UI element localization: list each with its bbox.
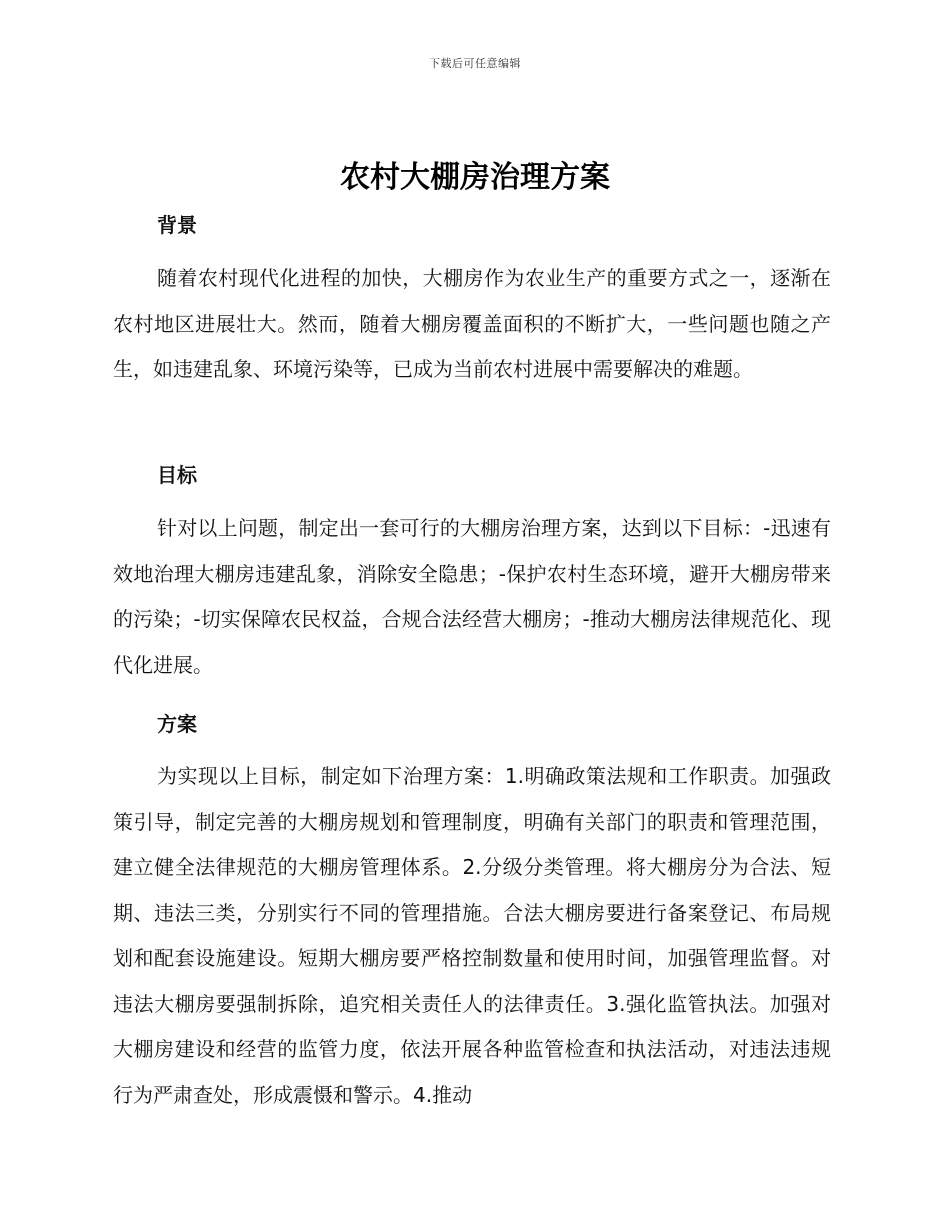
header-note: 下载后可任意编辑	[429, 57, 521, 70]
section-heading-plan: 方案	[157, 712, 197, 736]
document-title: 农村大棚房治理方案	[340, 160, 610, 195]
section-heading-background: 背景	[157, 213, 197, 237]
section-body-background: 随着农村现代化进程的加快，大棚房作为农业生产的重要方式之一，逐渐在农村地区进展壮大。然而，随着大棚房覆盖面积的不断扩大，一些问题也随之产生，如违建乱象、环境污染等，已成为当前农村进展中需要解决的难题。	[113, 266, 831, 381]
section-body-plan: 为实现以上目标，制定如下治理方案：1.明确政策法规和工作职责。加强政策引导，制定完善的大棚房规划和管理制度，明确有关部门的职责和管理范围，建立健全法律规范的大棚房管理体系。2.分级分类管理。将大棚房分为合法、短期、违法三类，分别实行不同的管理措施。合法大棚房要进行备案登记、布局规划和配套设施建设。短期大棚房要严格控制数量和使用时间，加强管理监督。对违法大棚房要强制拆除，追究相关责任人的法律责任。3.强化监管执法。加强对大棚房建设和经营的监管力度，依法开展各种监管检查和执法活动，对违法违规行为严肃查处，形成震慑和警示。4.推动	[113, 764, 831, 1107]
section-body-goal: 针对以上问题，制定出一套可行的大棚房治理方案，达到以下目标：-迅速有效地治理大棚房违建乱象，消除安全隐患；-保护农村生态环境，避开大棚房带来的污染；-切实保障农民权益，合规合法经营大棚房；-推动大棚房法律规范化、现代化进展。	[113, 516, 831, 677]
section-heading-goal: 目标	[157, 463, 197, 487]
